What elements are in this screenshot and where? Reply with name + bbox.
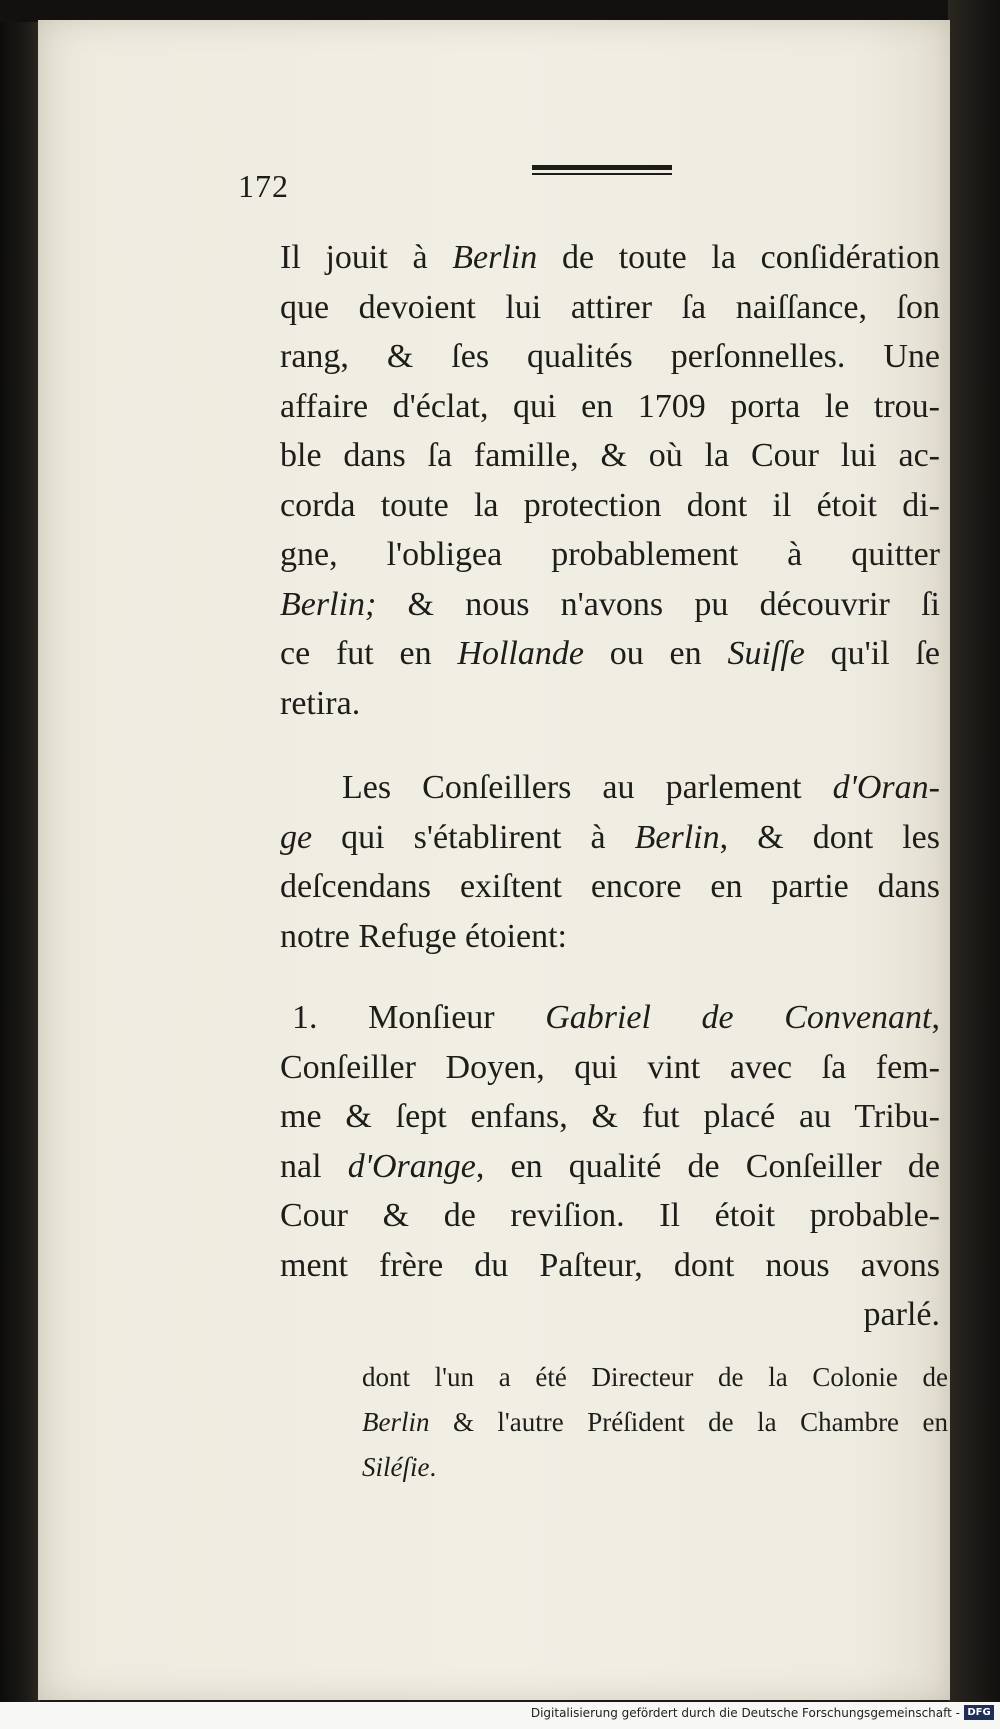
text-line (280, 1191, 940, 1241)
text-segment: , (931, 999, 940, 1036)
paragraph-2 (280, 763, 940, 961)
header-ornament-rule (532, 164, 672, 174)
text-segment: , & dont les (719, 818, 940, 856)
italic-text: Berlin; (280, 585, 377, 623)
text-segment: nal (280, 1147, 348, 1185)
scan-edge-top (0, 0, 1000, 22)
footnote (362, 1355, 948, 1490)
text-segment: retira. (280, 684, 361, 722)
text-line (362, 1400, 948, 1445)
text-segment: qui s'établirent à (312, 818, 635, 856)
italic-text: d'Orange (347, 1147, 476, 1185)
text-segment: ce fut en (280, 635, 458, 672)
text-segment: dont l'un a été Directeur de la Colonie de (362, 1362, 948, 1392)
text-line (280, 679, 940, 729)
text-segment: Les Conſeillers au parlement (342, 769, 833, 806)
text-segment: & l'autre Préſident de la Chambre en (429, 1407, 948, 1437)
text-line (280, 530, 940, 580)
italic-text: Berlin (362, 1407, 430, 1437)
digitization-credit: Digitalisierung gefördert durch die Deutsche Forschungsgemeinschaft - (530, 1706, 960, 1720)
scan-edge-right (948, 0, 1000, 1729)
text-line (280, 481, 940, 531)
paragraph-1 (280, 233, 940, 728)
text-segment: de toute la conſidération (537, 239, 940, 276)
text-segment: ment frère du Paſteur, dont nous avons (280, 1246, 940, 1284)
text-segment: . (429, 1452, 437, 1482)
text-segment: & nous n'avons pu découvrir ſi (376, 585, 940, 623)
text-line (280, 1241, 940, 1291)
text-segment: qu'il ſe (804, 635, 941, 672)
text-segment: que devoient lui attirer ſa naiſſance, ſon (280, 288, 940, 326)
text-segment: corda toute la protection dont il étoit di- (280, 486, 940, 524)
text-line (280, 431, 940, 481)
text-line (280, 1092, 940, 1142)
italic-text: Berlin (452, 239, 538, 276)
dfg-logo: DFG (964, 1705, 994, 1720)
text-line (280, 1142, 940, 1192)
italic-text: Suiſſe (727, 635, 805, 672)
italic-text: ge (280, 818, 313, 856)
text-line (280, 332, 940, 382)
text-line (280, 993, 940, 1043)
text-line (362, 1355, 948, 1400)
text-segment: deſcendans exiſtent encore en partie dans (280, 868, 940, 905)
italic-text: d'Oran- (832, 769, 940, 806)
text-line (280, 1043, 940, 1093)
paragraph-3 (280, 993, 940, 1340)
text-segment: affaire d'éclat, qui en 1709 porta le trou- (280, 387, 940, 425)
text-segment: 1. Monſieur (292, 999, 546, 1036)
text-line (280, 382, 940, 432)
text-line (280, 862, 940, 912)
text-segment: rang, & ſes qualités perſonnelles. Une (280, 338, 940, 375)
text-line (280, 283, 940, 333)
text-segment: notre Refuge étoient: (280, 917, 568, 955)
text-line (280, 580, 940, 630)
italic-text: Gabriel de Convenant (545, 999, 932, 1036)
scan-edge-left (0, 0, 40, 1729)
italic-text: Berlin (634, 818, 720, 856)
text-segment: ble dans ſa famille, & où la Cour lui ac- (280, 437, 940, 474)
text-segment: Conſeiller Doyen, qui vint avec ſa fem- (280, 1048, 940, 1086)
italic-text: Siléſie (362, 1452, 430, 1482)
text-segment: , en qualité de Conſeiller de (475, 1147, 940, 1185)
text-segment: Cour & de reviſion. Il étoit probable- (280, 1197, 940, 1234)
text-line (280, 1290, 940, 1340)
header-rule-thin (532, 173, 672, 175)
header-rule-thick (532, 165, 672, 170)
text-segment: me & ſept enfans, & fut placé au Tribu- (280, 1098, 940, 1135)
text-line (362, 1445, 948, 1490)
text-segment: Il jouit à (280, 239, 453, 276)
italic-text: Hollande (457, 635, 584, 672)
text-segment: gne, l'obligea probablement à quitter (280, 536, 940, 573)
text-line (280, 813, 940, 863)
text-line (280, 629, 940, 679)
text-line (280, 912, 940, 962)
text-segment: parlé. (863, 1296, 940, 1333)
text-segment: ou en (583, 635, 728, 672)
text-line (280, 763, 940, 813)
text-line (280, 233, 940, 283)
page-number: 172 (238, 168, 289, 204)
